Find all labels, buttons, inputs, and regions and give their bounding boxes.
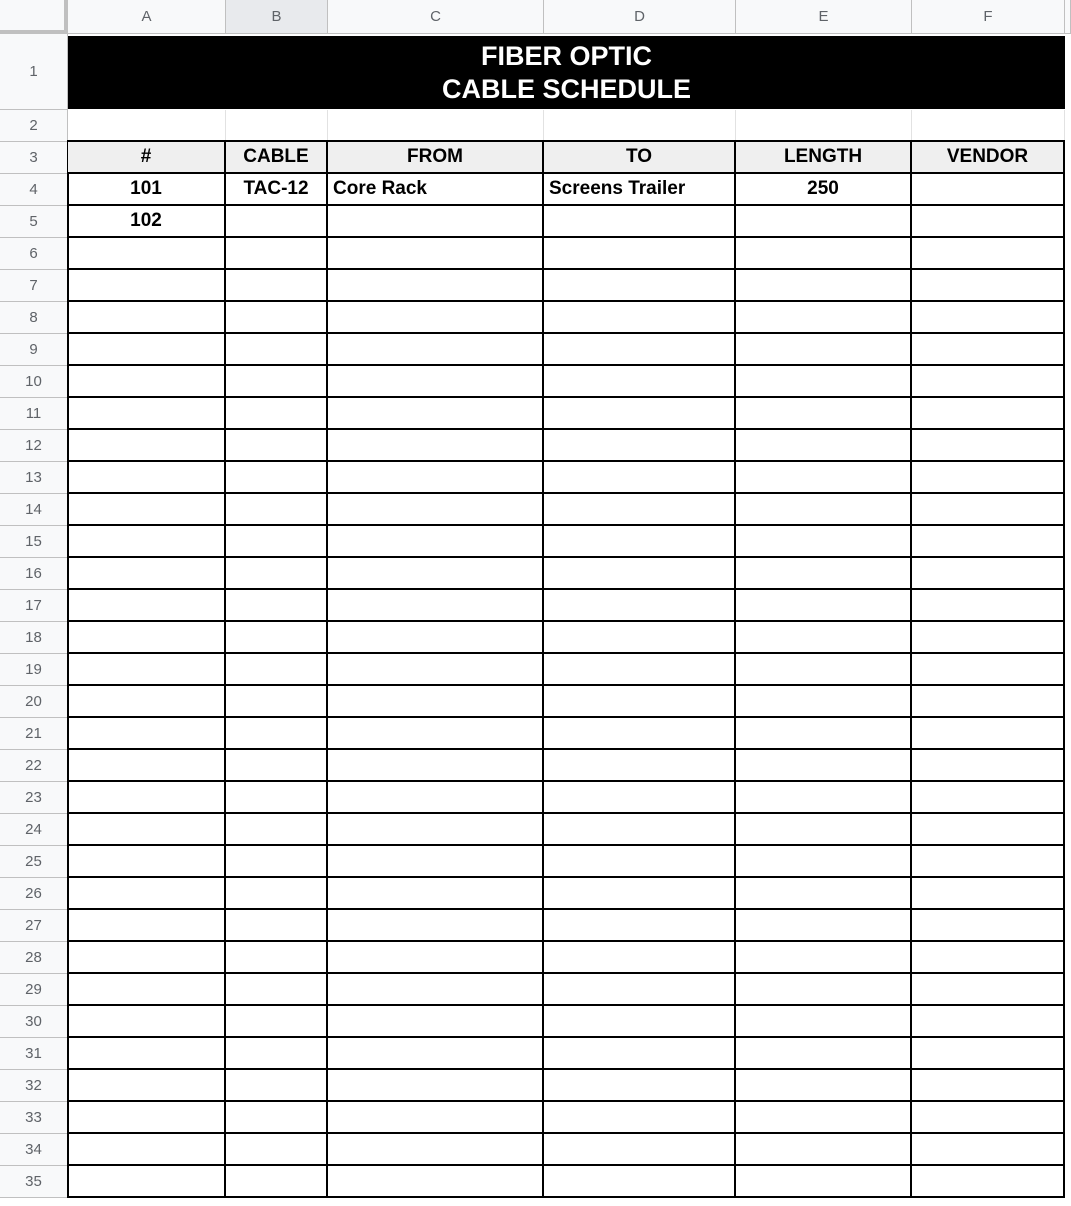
cell-c22[interactable]	[328, 750, 544, 782]
cell-c8[interactable]	[328, 302, 544, 334]
row-header-22[interactable]: 22	[0, 750, 68, 782]
cell-f19[interactable]	[912, 654, 1065, 686]
cell-a35[interactable]	[68, 1166, 226, 1198]
cell-c15[interactable]	[328, 526, 544, 558]
cell-e29[interactable]	[736, 974, 912, 1006]
cell-b4[interactable]: TAC-12	[226, 174, 328, 206]
cell-e20[interactable]	[736, 686, 912, 718]
cell-f12[interactable]	[912, 430, 1065, 462]
row-header-31[interactable]: 31	[0, 1038, 68, 1070]
row-header-25[interactable]: 25	[0, 846, 68, 878]
cell-a13[interactable]	[68, 462, 226, 494]
cell-d6[interactable]	[544, 238, 736, 270]
cell-e5[interactable]	[736, 206, 912, 238]
cell-f17[interactable]	[912, 590, 1065, 622]
cell-b2[interactable]	[226, 110, 328, 142]
cell-d15[interactable]	[544, 526, 736, 558]
cell-f29[interactable]	[912, 974, 1065, 1006]
cell-b5[interactable]	[226, 206, 328, 238]
cell-f11[interactable]	[912, 398, 1065, 430]
cell-b25[interactable]	[226, 846, 328, 878]
cell-f14[interactable]	[912, 494, 1065, 526]
cell-c32[interactable]	[328, 1070, 544, 1102]
cell-d32[interactable]	[544, 1070, 736, 1102]
cell-b9[interactable]	[226, 334, 328, 366]
cell-e12[interactable]	[736, 430, 912, 462]
cell-f10[interactable]	[912, 366, 1065, 398]
cell-e33[interactable]	[736, 1102, 912, 1134]
cell-b26[interactable]	[226, 878, 328, 910]
row-header-21[interactable]: 21	[0, 718, 68, 750]
cell-c19[interactable]	[328, 654, 544, 686]
column-header-a[interactable]: A	[68, 0, 226, 34]
cell-a18[interactable]	[68, 622, 226, 654]
cell-d10[interactable]	[544, 366, 736, 398]
cell-a25[interactable]	[68, 846, 226, 878]
title-line-2: CABLE SCHEDULE	[441, 74, 691, 104]
cell-c35[interactable]	[328, 1166, 544, 1198]
row-header-6[interactable]: 6	[0, 238, 68, 270]
cell-a27[interactable]	[68, 910, 226, 942]
cell-a17[interactable]	[68, 590, 226, 622]
cell-f9[interactable]	[912, 334, 1065, 366]
cell-d35[interactable]	[544, 1166, 736, 1198]
cell-b31[interactable]	[226, 1038, 328, 1070]
cell-c10[interactable]	[328, 366, 544, 398]
cell-d34[interactable]	[544, 1134, 736, 1166]
cell-a8[interactable]	[68, 302, 226, 334]
cell-b21[interactable]	[226, 718, 328, 750]
row-header-1[interactable]: 1	[0, 34, 68, 110]
cell-a34[interactable]	[68, 1134, 226, 1166]
cell-b7[interactable]	[226, 270, 328, 302]
select-all-corner[interactable]	[0, 0, 68, 34]
row-header-17[interactable]: 17	[0, 590, 68, 622]
cell-f30[interactable]	[912, 1006, 1065, 1038]
cell-b10[interactable]	[226, 366, 328, 398]
cell-b19[interactable]	[226, 654, 328, 686]
cell-f5[interactable]	[912, 206, 1065, 238]
cell-f16[interactable]	[912, 558, 1065, 590]
row-header-27[interactable]: 27	[0, 910, 68, 942]
cell-f21[interactable]	[912, 718, 1065, 750]
cell-a6[interactable]	[68, 238, 226, 270]
cell-c31[interactable]	[328, 1038, 544, 1070]
cell-e21[interactable]	[736, 718, 912, 750]
cell-e14[interactable]	[736, 494, 912, 526]
cell-f24[interactable]	[912, 814, 1065, 846]
cell-d12[interactable]	[544, 430, 736, 462]
cell-f7[interactable]	[912, 270, 1065, 302]
cell-d14[interactable]	[544, 494, 736, 526]
cell-b17[interactable]	[226, 590, 328, 622]
row-header-2[interactable]: 2	[0, 110, 68, 142]
cell-f27[interactable]	[912, 910, 1065, 942]
cell-d33[interactable]	[544, 1102, 736, 1134]
cell-d29[interactable]	[544, 974, 736, 1006]
cell-e9[interactable]	[736, 334, 912, 366]
cell-e2[interactable]	[736, 110, 912, 142]
cell-a9[interactable]	[68, 334, 226, 366]
cell-d7[interactable]	[544, 270, 736, 302]
cell-e17[interactable]	[736, 590, 912, 622]
cell-d22[interactable]	[544, 750, 736, 782]
cell-d4[interactable]: Screens Trailer	[544, 174, 736, 206]
cell-f28[interactable]	[912, 942, 1065, 974]
cell-f22[interactable]	[912, 750, 1065, 782]
row-header-19[interactable]: 19	[0, 654, 68, 686]
column-header-c[interactable]: C	[328, 0, 544, 34]
cell-e24[interactable]	[736, 814, 912, 846]
cell-a12[interactable]	[68, 430, 226, 462]
cell-f34[interactable]	[912, 1134, 1065, 1166]
cell-b14[interactable]	[226, 494, 328, 526]
cell-e27[interactable]	[736, 910, 912, 942]
cell-e16[interactable]	[736, 558, 912, 590]
cell-b8[interactable]	[226, 302, 328, 334]
sheet-right-edge	[1065, 34, 1071, 1206]
cell-a23[interactable]	[68, 782, 226, 814]
cell-b12[interactable]	[226, 430, 328, 462]
cell-e13[interactable]	[736, 462, 912, 494]
row-header-28[interactable]: 28	[0, 942, 68, 974]
cell-c13[interactable]	[328, 462, 544, 494]
cell-c6[interactable]	[328, 238, 544, 270]
cell-a10[interactable]	[68, 366, 226, 398]
cell-b33[interactable]	[226, 1102, 328, 1134]
cell-b6[interactable]	[226, 238, 328, 270]
cell-f2[interactable]	[912, 110, 1065, 142]
cell-c11[interactable]	[328, 398, 544, 430]
cell-e34[interactable]	[736, 1134, 912, 1166]
cell-c27[interactable]	[328, 910, 544, 942]
cell-b15[interactable]	[226, 526, 328, 558]
cell-e6[interactable]	[736, 238, 912, 270]
cell-e26[interactable]	[736, 878, 912, 910]
cell-c33[interactable]	[328, 1102, 544, 1134]
cell-b11[interactable]	[226, 398, 328, 430]
cell-e31[interactable]	[736, 1038, 912, 1070]
header-cell-cable[interactable]: CABLE	[226, 142, 328, 174]
column-header-e[interactable]: E	[736, 0, 912, 34]
header-cell-number[interactable]: #	[68, 142, 226, 174]
row-header-13[interactable]: 13	[0, 462, 68, 494]
cell-d9[interactable]	[544, 334, 736, 366]
cell-a21[interactable]	[68, 718, 226, 750]
cell-e15[interactable]	[736, 526, 912, 558]
row-header-32[interactable]: 32	[0, 1070, 68, 1102]
cell-b20[interactable]	[226, 686, 328, 718]
row-header-5[interactable]: 5	[0, 206, 68, 238]
row-header-23[interactable]: 23	[0, 782, 68, 814]
cell-f25[interactable]	[912, 846, 1065, 878]
cell-a16[interactable]	[68, 558, 226, 590]
cell-d30[interactable]	[544, 1006, 736, 1038]
cell-d16[interactable]	[544, 558, 736, 590]
cell-b34[interactable]	[226, 1134, 328, 1166]
row-header-15[interactable]: 15	[0, 526, 68, 558]
cell-c16[interactable]	[328, 558, 544, 590]
cell-e19[interactable]	[736, 654, 912, 686]
cell-f15[interactable]	[912, 526, 1065, 558]
row-header-3[interactable]: 3	[0, 142, 68, 174]
cell-c4[interactable]: Core Rack	[328, 174, 544, 206]
cell-a26[interactable]	[68, 878, 226, 910]
row-header-26[interactable]: 26	[0, 878, 68, 910]
cell-c30[interactable]	[328, 1006, 544, 1038]
sheet-title-cell[interactable]	[68, 36, 1065, 109]
cell-d5[interactable]	[544, 206, 736, 238]
cell-d13[interactable]	[544, 462, 736, 494]
cell-a24[interactable]	[68, 814, 226, 846]
cell-d11[interactable]	[544, 398, 736, 430]
row-header-24[interactable]: 24	[0, 814, 68, 846]
cell-d18[interactable]	[544, 622, 736, 654]
cell-d19[interactable]	[544, 654, 736, 686]
cell-d27[interactable]	[544, 910, 736, 942]
cell-d24[interactable]	[544, 814, 736, 846]
cell-b35[interactable]	[226, 1166, 328, 1198]
cell-d31[interactable]	[544, 1038, 736, 1070]
cell-c24[interactable]	[328, 814, 544, 846]
cell-e35[interactable]	[736, 1166, 912, 1198]
cell-c7[interactable]	[328, 270, 544, 302]
cell-e7[interactable]	[736, 270, 912, 302]
cell-d26[interactable]	[544, 878, 736, 910]
cell-d17[interactable]	[544, 590, 736, 622]
cell-e4[interactable]: 250	[736, 174, 912, 206]
cell-f26[interactable]	[912, 878, 1065, 910]
cell-e22[interactable]	[736, 750, 912, 782]
row-header-14[interactable]: 14	[0, 494, 68, 526]
cell-b22[interactable]	[226, 750, 328, 782]
cell-a33[interactable]	[68, 1102, 226, 1134]
column-header-f[interactable]: F	[912, 0, 1065, 34]
row-header-10[interactable]: 10	[0, 366, 68, 398]
cell-c12[interactable]	[328, 430, 544, 462]
cell-e23[interactable]	[736, 782, 912, 814]
cell-e32[interactable]	[736, 1070, 912, 1102]
cell-f32[interactable]	[912, 1070, 1065, 1102]
header-cell-vendor[interactable]: VENDOR	[912, 142, 1065, 174]
cell-c14[interactable]	[328, 494, 544, 526]
cell-c26[interactable]	[328, 878, 544, 910]
cell-e28[interactable]	[736, 942, 912, 974]
cell-a7[interactable]	[68, 270, 226, 302]
cell-e11[interactable]	[736, 398, 912, 430]
cell-a15[interactable]	[68, 526, 226, 558]
cell-a22[interactable]	[68, 750, 226, 782]
row-header-12[interactable]: 12	[0, 430, 68, 462]
cell-d28[interactable]	[544, 942, 736, 974]
row-header-29[interactable]: 29	[0, 974, 68, 1006]
cell-a29[interactable]	[68, 974, 226, 1006]
row-header-4[interactable]: 4	[0, 174, 68, 206]
cell-a32[interactable]	[68, 1070, 226, 1102]
cell-a11[interactable]	[68, 398, 226, 430]
header-cell-length[interactable]: LENGTH	[736, 142, 912, 174]
cell-a14[interactable]	[68, 494, 226, 526]
cell-f8[interactable]	[912, 302, 1065, 334]
cell-f18[interactable]	[912, 622, 1065, 654]
cell-c18[interactable]	[328, 622, 544, 654]
cell-f20[interactable]	[912, 686, 1065, 718]
row-header-33[interactable]: 33	[0, 1102, 68, 1134]
cell-d2[interactable]	[544, 110, 736, 142]
cell-e8[interactable]	[736, 302, 912, 334]
cell-c25[interactable]	[328, 846, 544, 878]
cell-e18[interactable]	[736, 622, 912, 654]
cell-d23[interactable]	[544, 782, 736, 814]
cell-d8[interactable]	[544, 302, 736, 334]
cell-c17[interactable]	[328, 590, 544, 622]
cell-c21[interactable]	[328, 718, 544, 750]
row-header-16[interactable]: 16	[0, 558, 68, 590]
cell-b30[interactable]	[226, 1006, 328, 1038]
row-header-35[interactable]: 35	[0, 1166, 68, 1198]
cell-c20[interactable]	[328, 686, 544, 718]
cell-f35[interactable]	[912, 1166, 1065, 1198]
cell-a28[interactable]	[68, 942, 226, 974]
cell-b28[interactable]	[226, 942, 328, 974]
row-header-34[interactable]: 34	[0, 1134, 68, 1166]
row-header-8[interactable]: 8	[0, 302, 68, 334]
cell-f4[interactable]	[912, 174, 1065, 206]
cell-d25[interactable]	[544, 846, 736, 878]
cell-e25[interactable]	[736, 846, 912, 878]
cell-c34[interactable]	[328, 1134, 544, 1166]
header-cell-to[interactable]: TO	[544, 142, 736, 174]
cell-c9[interactable]	[328, 334, 544, 366]
cell-f23[interactable]	[912, 782, 1065, 814]
cell-e10[interactable]	[736, 366, 912, 398]
cell-c28[interactable]	[328, 942, 544, 974]
row-header-18[interactable]: 18	[0, 622, 68, 654]
cell-c29[interactable]	[328, 974, 544, 1006]
column-header-overflow	[1065, 0, 1071, 34]
row-header-20[interactable]: 20	[0, 686, 68, 718]
row-header-9[interactable]: 9	[0, 334, 68, 366]
cell-a30[interactable]	[68, 1006, 226, 1038]
cell-a2[interactable]	[68, 110, 226, 142]
cell-b32[interactable]	[226, 1070, 328, 1102]
cell-f6[interactable]	[912, 238, 1065, 270]
cell-a31[interactable]	[68, 1038, 226, 1070]
header-cell-from[interactable]: FROM	[328, 142, 544, 174]
column-header-b[interactable]: B	[226, 0, 328, 34]
cell-b23[interactable]	[226, 782, 328, 814]
cell-c23[interactable]	[328, 782, 544, 814]
row-header-30[interactable]: 30	[0, 1006, 68, 1038]
cell-b16[interactable]	[226, 558, 328, 590]
cell-f33[interactable]	[912, 1102, 1065, 1134]
cell-c5[interactable]	[328, 206, 544, 238]
cell-a19[interactable]	[68, 654, 226, 686]
cell-b18[interactable]	[226, 622, 328, 654]
cell-f13[interactable]	[912, 462, 1065, 494]
cell-d21[interactable]	[544, 718, 736, 750]
cell-a4[interactable]: 101	[68, 174, 226, 206]
cell-b29[interactable]	[226, 974, 328, 1006]
cell-c2[interactable]	[328, 110, 544, 142]
cell-f31[interactable]	[912, 1038, 1065, 1070]
cell-b13[interactable]	[226, 462, 328, 494]
title-line-1: FIBER OPTIC	[480, 41, 652, 71]
cell-b24[interactable]	[226, 814, 328, 846]
cell-b27[interactable]	[226, 910, 328, 942]
row-header-7[interactable]: 7	[0, 270, 68, 302]
cell-a5[interactable]: 102	[68, 206, 226, 238]
cell-d20[interactable]	[544, 686, 736, 718]
column-header-d[interactable]: D	[544, 0, 736, 34]
cell-a20[interactable]	[68, 686, 226, 718]
row-header-11[interactable]: 11	[0, 398, 68, 430]
cell-e30[interactable]	[736, 1006, 912, 1038]
